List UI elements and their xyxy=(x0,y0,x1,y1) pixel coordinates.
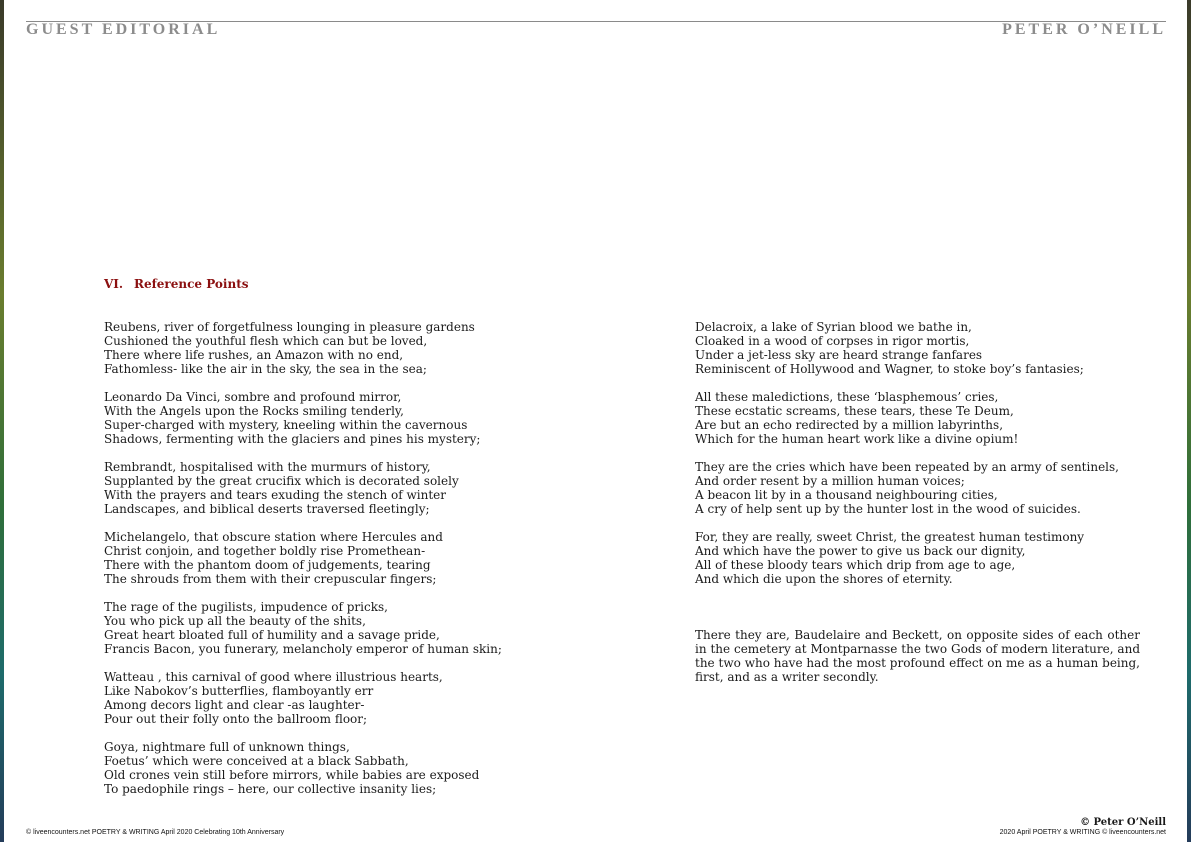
poem-line: Under a jet-less sky are heard strange fanfares xyxy=(695,348,983,362)
poem-line: Supplanted by the great crucifix which is decorated solely xyxy=(104,474,459,488)
poem-line: Like Nabokov’s butterflies, flamboyantly err xyxy=(104,684,374,698)
poem-stanza xyxy=(104,390,564,446)
poem-stanza xyxy=(695,530,1140,586)
poem-line: Among decors light and clear -as laughter- xyxy=(104,698,365,712)
copyright-notice: © Peter O’Neill xyxy=(1080,817,1166,828)
poem-line: Christ conjoin, and together boldly rise Promethean- xyxy=(104,544,426,558)
poem-column-left xyxy=(104,320,564,810)
poem-line: Cushioned the youthful flesh which can but be loved, xyxy=(104,334,428,348)
poem-line: With the prayers and tears exuding the stench of winter xyxy=(104,488,446,502)
poem-line: Michelangelo, that obscure station where Hercules and xyxy=(104,530,443,544)
left-edge-border xyxy=(0,0,4,842)
poem-line: Which for the human heart work like a divine opium! xyxy=(695,432,1019,446)
poem-line: A cry of help sent up by the hunter lost in the wood of suicides. xyxy=(695,502,1081,516)
poem-line: All these maledictions, these ‘blasphemous’ cries, xyxy=(695,390,999,404)
poem-line: To paedophile rings – here, our collective insanity lies; xyxy=(104,782,437,796)
poem-line: Cloaked in a wood of corpses in rigor mortis, xyxy=(695,334,970,348)
poem-line: Shadows, fermenting with the glaciers and pines his mystery; xyxy=(104,432,481,446)
section-title xyxy=(104,277,249,291)
poem-stanza xyxy=(104,740,564,796)
poem-line: And which have the power to give us back our dignity, xyxy=(695,544,1026,558)
poem-line: And which die upon the shores of eternity. xyxy=(695,572,953,586)
poem-line: Delacroix, a lake of Syrian blood we bathe in, xyxy=(695,320,972,334)
poem-line: Super-charged with mystery, kneeling within the cavernous xyxy=(104,418,468,432)
poem-line: Landscapes, and biblical deserts traversed fleetingly; xyxy=(104,502,430,516)
poem-line: Pour out their folly onto the ballroom floor; xyxy=(104,712,368,726)
poem-line: Reubens, river of forgetfulness lounging in pleasure gardens xyxy=(104,320,475,334)
poem-line: Rembrandt, hospitalised with the murmurs of history, xyxy=(104,460,431,474)
poem-line: They are the cries which have been repeated by an army of sentinels, xyxy=(695,460,1119,474)
header-section-label: GUEST EDITORIAL xyxy=(26,21,221,38)
footer-left: © liveencounters.net POETRY & WRITING April 2020 Celebrating 10th Anniversary xyxy=(26,829,285,836)
right-edge-border xyxy=(1187,0,1191,842)
poem-stanza xyxy=(104,670,564,726)
poem-line: Foetus’ which were conceived at a black Sabbath, xyxy=(104,754,409,768)
footer-right: 2020 April POETRY & WRITING © liveencounters.net xyxy=(999,829,1166,836)
poem-line: A beacon lit by in a thousand neighbouring cities, xyxy=(695,488,998,502)
section-number: VI. xyxy=(104,277,124,291)
poem-line: Goya, nightmare full of unknown things, xyxy=(104,740,350,754)
poem-stanza xyxy=(695,460,1140,516)
poem-line: There where life rushes, an Amazon with no end, xyxy=(104,348,404,362)
poem-line: You who pick up all the beauty of the shits, xyxy=(104,614,366,628)
poem-line: All of these bloody tears which drip from age to age, xyxy=(695,558,1016,572)
poem-stanza xyxy=(695,390,1140,446)
poem-line: There with the phantom doom of judgements, tearing xyxy=(104,558,431,572)
poem-stanza xyxy=(104,600,564,656)
poem-stanza xyxy=(695,320,1140,376)
poem-line: Old crones vein still before mirrors, while babies are exposed xyxy=(104,768,480,782)
poem-line: The rage of the pugilists, impudence of pricks, xyxy=(104,600,388,614)
poem-line: And order resent by a million human voices; xyxy=(695,474,965,488)
poem-line: The shrouds from them with their crepuscular fingers; xyxy=(104,572,437,586)
poem-line: With the Angels upon the Rocks smiling tenderly, xyxy=(104,404,404,418)
poem-line: Reminiscent of Hollywood and Wagner, to stoke boy’s fantasies; xyxy=(695,362,1084,376)
poem-line: These ecstatic screams, these tears, these Te Deum, xyxy=(695,404,1014,418)
closing-paragraph: There they are, Baudelaire and Beckett, on opposite sides of each other in the cemetery at Montparnasse the two Gods of modern literature, and the two who have had the most profound effect on me as a human being, first, and as a writer secondly. xyxy=(695,628,1140,684)
poem-line: Watteau , this carnival of good where illustrious hearts, xyxy=(104,670,443,684)
poem-line: Fathomless- like the air in the sky, the sea in the sea; xyxy=(104,362,427,376)
poem-line: Great heart bloated full of humility and a savage pride, xyxy=(104,628,440,642)
poem-line: Francis Bacon, you funerary, melancholy emperor of human skin; xyxy=(104,642,502,656)
poem-column-right xyxy=(695,320,1140,684)
header-author-name: PETER O’NEILL xyxy=(1002,21,1166,38)
poem-stanza xyxy=(104,460,564,516)
poem-stanza xyxy=(104,530,564,586)
poem-line: Are but an echo redirected by a million labyrinths, xyxy=(695,418,1004,432)
poem-stanza xyxy=(104,320,564,376)
poem-line: For, they are really, sweet Christ, the greatest human testimony xyxy=(695,530,1085,544)
poem-line: Leonardo Da Vinci, sombre and profound mirror, xyxy=(104,390,402,404)
section-title-text: Reference Points xyxy=(134,277,249,291)
